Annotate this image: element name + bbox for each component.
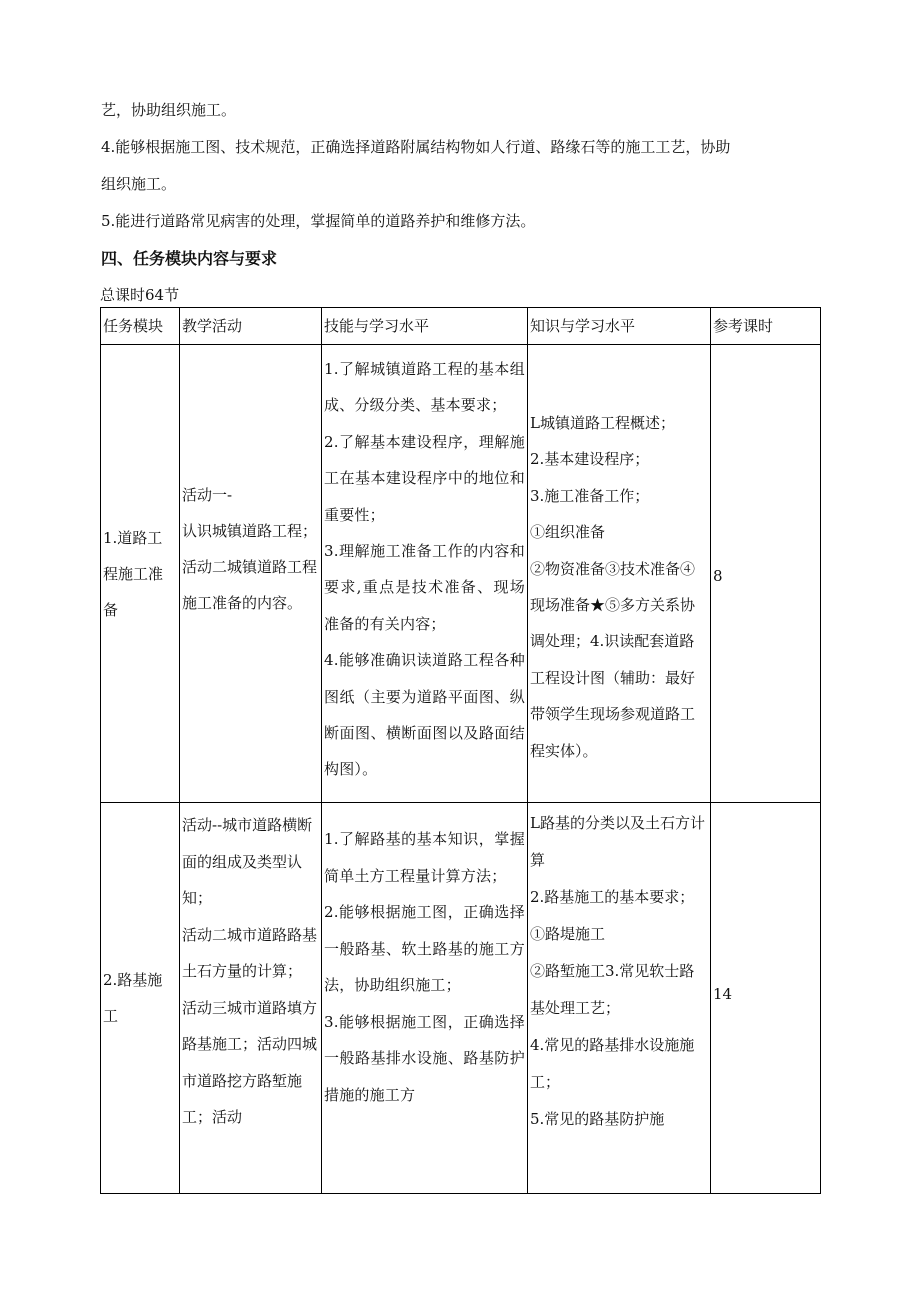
module-cell: [101, 345, 180, 803]
section-heading: 四、任务模块内容与要求: [101, 249, 278, 268]
skills-cell: [322, 803, 528, 1194]
table-row: [101, 345, 821, 803]
task-module-table: [100, 307, 821, 1194]
header-skills: 技能与学习水平: [322, 308, 528, 345]
knowledge-item: 4.常见的路基排水设施施工；: [530, 1036, 695, 1091]
knowledge-item: ②路堑施工3.常见软士路基处理工艺；: [530, 962, 695, 1017]
knowledge-item: L路基的分类以及土石方计算: [530, 814, 705, 869]
activity-line: 认识城镇道路工程；: [182, 522, 318, 540]
module-name: 1.道路工程施工准备: [103, 528, 164, 619]
knowledge-item: L城镇道路工程概述；: [530, 414, 675, 432]
hours-value: 14: [713, 984, 733, 1003]
activity-line: 活动--城市道路横断面的组成及类型认知；: [182, 816, 313, 907]
hours-cell: [711, 345, 821, 803]
header-module: 任务模块: [101, 308, 180, 345]
hours-cell: [711, 803, 821, 1194]
knowledge-item: ①组织准备: [530, 523, 606, 542]
total-hours: 总课时64节: [100, 286, 180, 304]
paragraph-item-4-line-2: 组织施工。: [101, 175, 177, 193]
activity-line: 活动一-: [182, 486, 233, 504]
knowledge-item: 2.路基施工的基本要求；: [530, 888, 695, 906]
activity-line: 活动三城市道路填方路基施工；活动四城市道路挖方路堑施工；活动: [182, 998, 318, 1126]
header-knowledge: 知识与学习水平: [528, 308, 711, 345]
activities-cell: [180, 345, 322, 803]
skill-item: 4.能够准确识读道路工程各种图纸（主要为道路平面图、纵断面图、横断面图以及路面结构图）。: [324, 651, 525, 779]
paragraph-item-5: 5.能进行道路常见病害的处理，掌握简单的道路养护和维修方法。: [101, 212, 536, 230]
skill-item: 3.能够根据施工图，正确选择一般路基排水设施、路基防护措施的施工方: [324, 1012, 525, 1104]
skill-item: 2.了解基本建设程序，理解施工在基本建设程序中的地位和重要性；: [324, 432, 525, 524]
skills-cell: [322, 345, 528, 803]
paragraph-item-4-line-1: 4.能够根据施工图、技术规范，正确选择道路附属结构物如人行道、路缘石等的施工工艺，协助: [101, 138, 731, 156]
knowledge-item: 2.基本建设程序；: [530, 450, 650, 469]
skill-item: 3.理解施工准备工作的内容和要求,重点是技术准备、现场准备的有关内容；: [324, 542, 525, 633]
activity-line: 活动二城市道路路基土石方量的计算；: [182, 925, 318, 980]
activities-cell: [180, 803, 322, 1194]
knowledge-cell: [528, 345, 711, 803]
knowledge-item: 5.常见的路基防护施: [530, 1110, 665, 1128]
skill-item: 1.了解城镇道路工程的基本组成、分级分类、基本要求；: [324, 360, 525, 415]
knowledge-item: 3.施工准备工作；: [530, 486, 650, 505]
skill-item: 1.了解路基的基本知识，掌握简单土方工程量计算方法；: [324, 830, 525, 885]
knowledge-item: ②物资准备③技术准备④现场准备★⑤多方关系协调处理；4.识读配套道路工程设计图（辅助：最好带领学生现场参观道路工程实体）。: [530, 559, 696, 760]
skill-item: 2.能够根据施工图，正确选择一般路基、软土路基的施工方法，协助组织施工；: [324, 903, 525, 994]
table-row: [101, 803, 821, 1194]
header-activities: 教学活动: [180, 308, 322, 345]
module-name: 2.路基施工: [103, 971, 163, 1025]
knowledge-item: ①路堤施工: [530, 925, 606, 943]
paragraph-continuation: 艺，协助组织施工。: [101, 101, 237, 119]
module-cell: [101, 803, 180, 1194]
knowledge-cell: [528, 803, 711, 1194]
activity-line: 活动二城镇道路工程施工准备的内容。: [182, 558, 318, 612]
hours-value: 8: [713, 567, 723, 586]
header-hours: 参考课时: [711, 308, 821, 345]
table-header-row: [101, 308, 821, 345]
